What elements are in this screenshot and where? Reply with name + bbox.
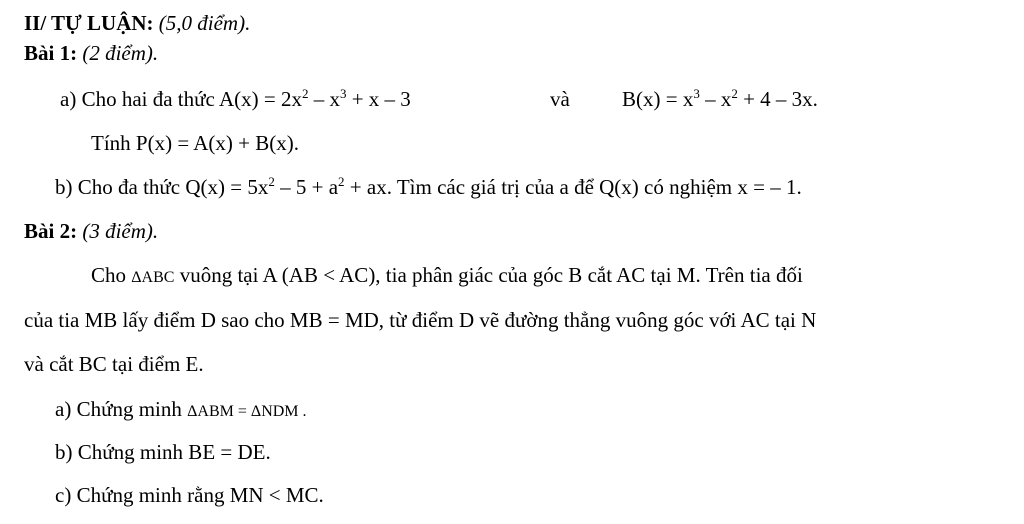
bai2-c-label: c) — [55, 483, 72, 507]
bai2-paragraph-line1: Cho ΔABC vuông tại A (AB < AC), tia phân giác của góc B cắt AC tại M. Trên tia đối — [91, 263, 803, 287]
bai1-heading — [24, 40, 158, 66]
bai1-b-line — [55, 174, 802, 200]
bai2-a-text: Chứng minh — [76, 397, 188, 421]
bai2-c-text: Chứng minh rằng MN < MC. — [76, 483, 324, 507]
polynomial-A: $A(x) = 2x^2 - x^3 + x - 3$ — [218, 86, 411, 111]
polynomial-B: $B(x) = x^3 - x^2 + 4 - 3x$. — [622, 86, 818, 111]
bai1-a-line — [60, 86, 411, 112]
bai2-points: (3 điểm). — [82, 219, 159, 243]
section-heading — [24, 10, 250, 36]
bai2-paragraph-line2: của tia MB lấy điểm D sao cho MB = MD, từ điểm D vẽ đường thẳng vuông góc với AC tại N — [24, 308, 817, 332]
bai1-label: Bài 1: — [24, 41, 78, 65]
bai2-b-label: b) — [55, 440, 73, 464]
section-points: (5,0 điểm). — [158, 11, 251, 35]
bai1-b-label: b) — [55, 175, 73, 199]
bai2-a-line — [55, 396, 307, 425]
bai1-a-label: a) — [60, 87, 77, 111]
bai1-b-text: Cho đa thức $Q(x) = 5x^2 - 5 + a^2$ + ax. Tìm các giá trị của a để Q(x) có nghiệm x = – 1. — [77, 174, 802, 199]
bai2-b-text: Chứng minh BE = DE. — [77, 440, 271, 464]
bai2-c-line — [55, 482, 324, 508]
triangle-abc: ΔABC — [131, 269, 175, 286]
bai1-a-conj: và — [550, 87, 570, 111]
bai1-points: (2 điểm). — [82, 41, 159, 65]
bai2-paragraph-line3: và cắt BC tại điểm E. — [24, 352, 204, 376]
bai2-label: Bài 2: — [24, 219, 78, 243]
bai2-heading — [24, 218, 158, 244]
bai2-b-line — [55, 439, 271, 465]
section-title: II/ TỰ LUẬN: — [24, 11, 154, 35]
bai1-a-calc: Tính P(x) = A(x) + B(x). — [91, 131, 300, 155]
bai2-a-label: a) — [55, 397, 72, 421]
bai2-a-math: ΔABM = ΔNDM . — [187, 403, 307, 420]
bai1-a-intro: Cho hai đa thức — [81, 87, 215, 111]
